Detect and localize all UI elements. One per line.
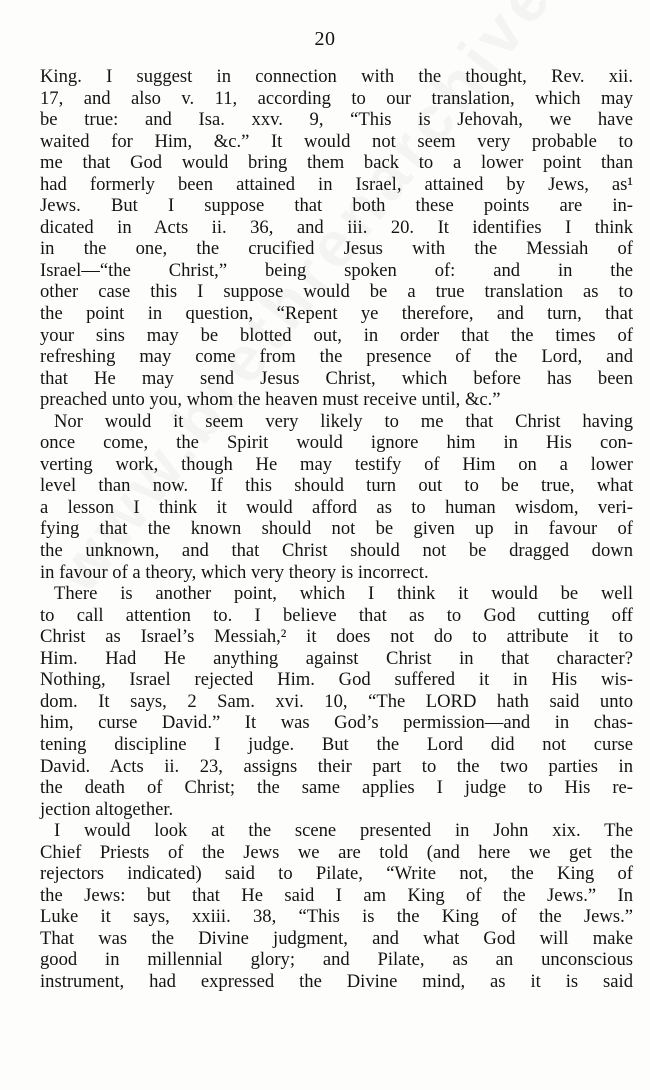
text-line: refreshing may come from the presence of the Lord, and [40,346,633,368]
text-line: in favour of a theory, which very theory is incorrect. [40,561,429,583]
text-line: verting work, though He may testify of Him on a lower [40,453,633,475]
text-line: I would look at the scene presented in John xix. The [54,820,633,842]
text-line: be true: and Isa. xxv. 9, “This is Jehovah, we have [40,109,633,131]
text-line: once come, the Spirit would ignore him in His con- [40,432,633,454]
text-line: fying that the known should not be given up in favour of [40,518,633,540]
text-line: David. Acts ii. 23, assigns their part to the two parties in [40,755,633,777]
text-line: in the one, the crucified Jesus with the Messiah of [40,238,633,260]
text-line: him, curse David.” It was God’s permission—and in chas- [40,712,633,734]
text-line: the death of Christ; the same applies I judge to His re- [40,777,633,799]
text-line: There is another point, which I think it would be well [54,583,633,605]
text-line: other case this I suppose would be a true translation as to [40,281,633,303]
text-line: That was the Divine judgment, and what God will make [40,927,633,949]
text-line: me that God would bring them back to a lower point than [40,152,633,174]
text-line: preached unto you, whom the heaven must receive until, &c.” [40,389,501,411]
body-text [40,66,633,993]
text-line: Nothing, Israel rejected Him. God suffered it in His wis- [40,669,633,691]
text-line: Chief Priests of the Jews we are told (and here we get the [40,841,633,863]
text-line: Israel—“the Christ,” being spoken of: and in the [40,259,633,281]
text-line: dicated in Acts ii. 36, and iii. 20. It identifies I think [40,216,633,238]
text-line: to call attention to. I believe that as to God cutting off [40,604,633,626]
text-line: tening discipline I judge. But the Lord did not curse [40,733,633,755]
text-line: the unknown, and that Christ should not be dragged down [40,540,633,562]
text-line: your sins may be blotted out, in order that the times of [40,324,633,346]
text-line: that He may send Jesus Christ, which before has been [40,367,633,389]
text-line: a lesson I think it would afford as to human wisdom, veri- [40,496,633,518]
text-line: instrument, had expressed the Divine mind, as it is said [40,970,633,992]
text-line: jection altogether. [40,798,174,820]
text-line: waited for Him, &c.” It would not seem very probable to [40,130,633,152]
text-line: 17, and also v. 11, according to our translation, which may [40,87,633,109]
text-line: Christ as Israel’s Messiah,² it does not do to attribute it to [40,626,633,648]
text-line: the point in question, “Repent ye therefore, and turn, that [40,303,633,325]
text-line: level than now. If this should turn out to be true, what [40,475,633,497]
text-line: the Jews: but that He said I am King of the Jews.” In [40,884,633,906]
text-line: Luke it says, xxiii. 38, “This is the King of the Jews.” [40,906,633,928]
text-line: Him. Had He anything against Christ in that character? [40,647,633,669]
text-line: good in millennial glory; and Pilate, as an unconscious [40,949,633,971]
text-line: dom. It says, 2 Sam. xvi. 10, “The LORD hath said unto [40,690,633,712]
text-line: had formerly been attained in Israel, attained by Jews, as¹ [40,173,633,195]
text-line: King. I suggest in connection with the thought, Rev. xii. [40,66,633,87]
text-line: Nor would it seem very likely to me that Christ having [54,410,633,432]
page-number: 20 [314,28,336,50]
text-line: Jews. But I suppose that both these points are in- [40,195,633,217]
text-line: rejectors indicated) said to Pilate, “Write not, the King of [40,863,633,885]
